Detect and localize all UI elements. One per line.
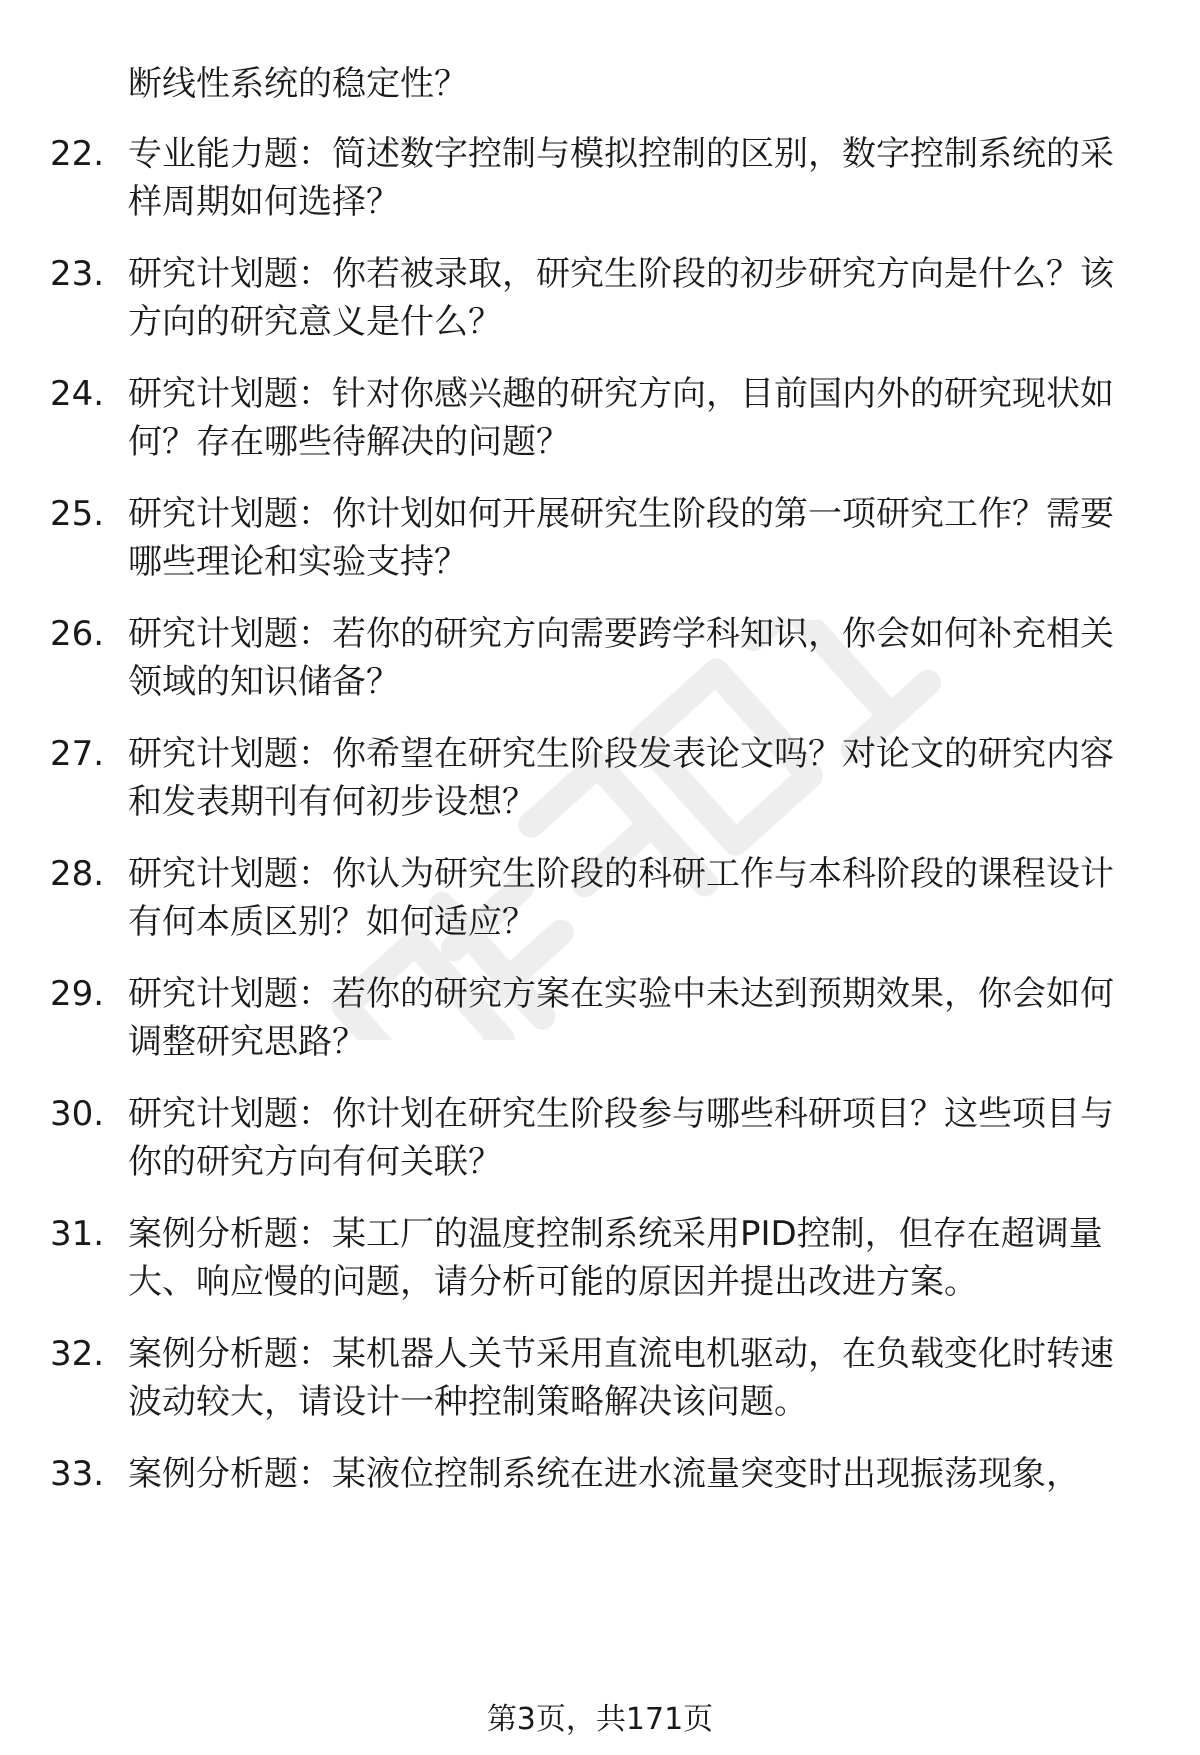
- item-number: 26.: [50, 614, 105, 654]
- item-number: 25.: [50, 494, 105, 534]
- item-text: 研究计划题：你认为研究生阶段的科研工作与本科阶段的课程设计有何本质区别？如何适应？: [128, 854, 1114, 942]
- item-text: 案例分析题：某液位控制系统在进水流量突变时出现振荡现象，: [128, 1454, 1080, 1494]
- item-number: 22.: [50, 134, 105, 174]
- item-text: 专业能力题：简述数字控制与模拟控制的区别，数字控制系统的采样周期如何选择？: [128, 134, 1114, 222]
- item-text: 案例分析题：某工厂的温度控制系统采用PID控制，但存在超调量大、响应慢的问题，请分析可能的原因并提出改进方案。: [128, 1214, 1103, 1302]
- page-footer: 第3页，共171页: [486, 1702, 714, 1737]
- continuation-text: 断线性系统的稳定性？: [128, 64, 468, 104]
- item-number: 32.: [50, 1334, 105, 1374]
- item-text: 研究计划题：你希望在研究生阶段发表论文吗？对论文的研究内容和发表期刊有何初步设想？: [128, 734, 1114, 822]
- item-text: 案例分析题：某机器人关节采用直流电机驱动，在负载变化时转速波动较大，请设计一种控制策略解决该问题。: [128, 1334, 1114, 1422]
- item-number: 23.: [50, 254, 105, 294]
- item-text: 研究计划题：若你的研究方案在实验中未达到预期效果，你会如何调整研究思路？: [128, 974, 1114, 1062]
- item-number: 28.: [50, 854, 105, 894]
- item-text: 研究计划题：你计划如何开展研究生阶段的第一项研究工作？需要哪些理论和实验支持？: [128, 494, 1114, 582]
- item-number: 31.: [50, 1214, 105, 1254]
- item-number: 24.: [50, 374, 105, 414]
- item-number: 33.: [50, 1454, 105, 1494]
- item-text: 研究计划题：若你的研究方向需要跨学科知识，你会如何补充相关领域的知识储备？: [128, 614, 1114, 702]
- item-text: 研究计划题：你若被录取，研究生阶段的初步研究方向是什么？该方向的研究意义是什么？: [128, 254, 1114, 342]
- item-number: 29.: [50, 974, 105, 1014]
- item-text: 研究计划题：针对你感兴趣的研究方向，目前国内外的研究现状如何？存在哪些待解决的问题？: [128, 374, 1114, 462]
- item-text: 研究计划题：你计划在研究生阶段参与哪些科研项目？这些项目与你的研究方向有何关联？: [128, 1094, 1114, 1182]
- item-number: 27.: [50, 734, 105, 774]
- item-number: 30.: [50, 1094, 105, 1134]
